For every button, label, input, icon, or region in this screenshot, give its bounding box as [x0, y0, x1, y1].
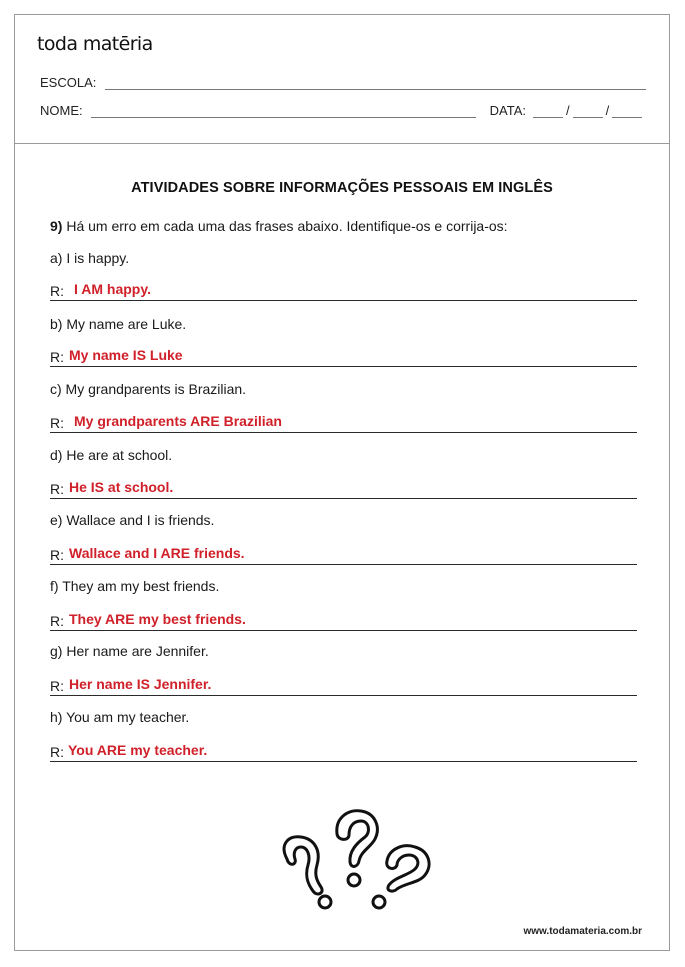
- answer-line[interactable]: [50, 676, 637, 696]
- answer-label: R:: [50, 547, 64, 563]
- nome-data-field: [40, 103, 646, 118]
- answer-line[interactable]: [50, 413, 637, 433]
- header-divider: [15, 143, 669, 144]
- answer-text: He IS at school.: [69, 479, 174, 495]
- date-separator: /: [565, 103, 570, 118]
- answer-line[interactable]: [50, 611, 637, 631]
- question-prompt: d) He are at school.: [50, 447, 173, 463]
- answer-label: R:: [50, 613, 64, 629]
- answer-text: Her name IS Jennifer.: [69, 676, 212, 692]
- answer-text: My name IS Luke: [69, 347, 183, 363]
- footer-website-link[interactable]: www.todamateria.com.br: [523, 926, 642, 937]
- instruction-text: Há um erro em cada uma das frases abaixo. Identifique-os e corrija-os:: [62, 218, 508, 234]
- question-mark-right-icon: [373, 846, 429, 908]
- answer-line[interactable]: [50, 347, 637, 367]
- question-prompt: g) Her name are Jennifer.: [50, 643, 209, 659]
- answer-text: My grandparents ARE Brazilian: [74, 413, 282, 429]
- answer-text: They ARE my best friends.: [69, 611, 246, 627]
- answer-label: R:: [50, 678, 64, 694]
- question-prompt: b) My name are Luke.: [50, 316, 187, 332]
- question-prompt: c) My grandparents is Brazilian.: [50, 381, 247, 397]
- answer-label: R:: [50, 349, 64, 365]
- exercise-instruction: [50, 218, 508, 234]
- date-month-blank[interactable]: [573, 105, 603, 118]
- question-prompt: f) They am my best friends.: [50, 578, 220, 594]
- question-prompt: a) I is happy.: [50, 250, 130, 266]
- answer-label: R:: [50, 744, 64, 760]
- answer-line[interactable]: [50, 479, 637, 499]
- date-year-blank[interactable]: [612, 105, 642, 118]
- answer-text: Wallace and I ARE friends.: [69, 545, 245, 561]
- nome-blank-line[interactable]: [91, 105, 476, 118]
- escola-label: ESCOLA:: [40, 75, 97, 90]
- question-prompt: h) You am my teacher.: [50, 709, 190, 725]
- escola-blank-line[interactable]: [105, 77, 646, 90]
- answer-line[interactable]: [50, 742, 637, 762]
- escola-field: [40, 75, 646, 90]
- nome-label: NOME:: [40, 103, 83, 118]
- answer-text: I AM happy.: [74, 281, 151, 297]
- answer-text: You ARE my teacher.: [68, 742, 208, 758]
- answer-line[interactable]: [50, 281, 637, 301]
- answer-line[interactable]: [50, 545, 637, 565]
- answer-label: R:: [50, 283, 64, 299]
- date-day-blank[interactable]: [533, 105, 563, 118]
- data-label: DATA:: [489, 103, 526, 118]
- question-mark-middle-icon: [337, 811, 378, 886]
- answer-label: R:: [50, 481, 64, 497]
- toda-materia-logo: toda matēria: [37, 33, 153, 55]
- worksheet-page: [14, 14, 670, 951]
- page-title: ATIVIDADES SOBRE INFORMAÇÕES PESSOAIS EM INGLÊS: [131, 180, 553, 196]
- question-prompt: e) Wallace and I is friends.: [50, 512, 215, 528]
- answer-label: R:: [50, 415, 64, 431]
- question-mark-left-icon: [284, 837, 331, 908]
- question-marks-icon: [265, 799, 445, 914]
- exercise-number: 9): [50, 218, 63, 234]
- date-separator: /: [605, 103, 610, 118]
